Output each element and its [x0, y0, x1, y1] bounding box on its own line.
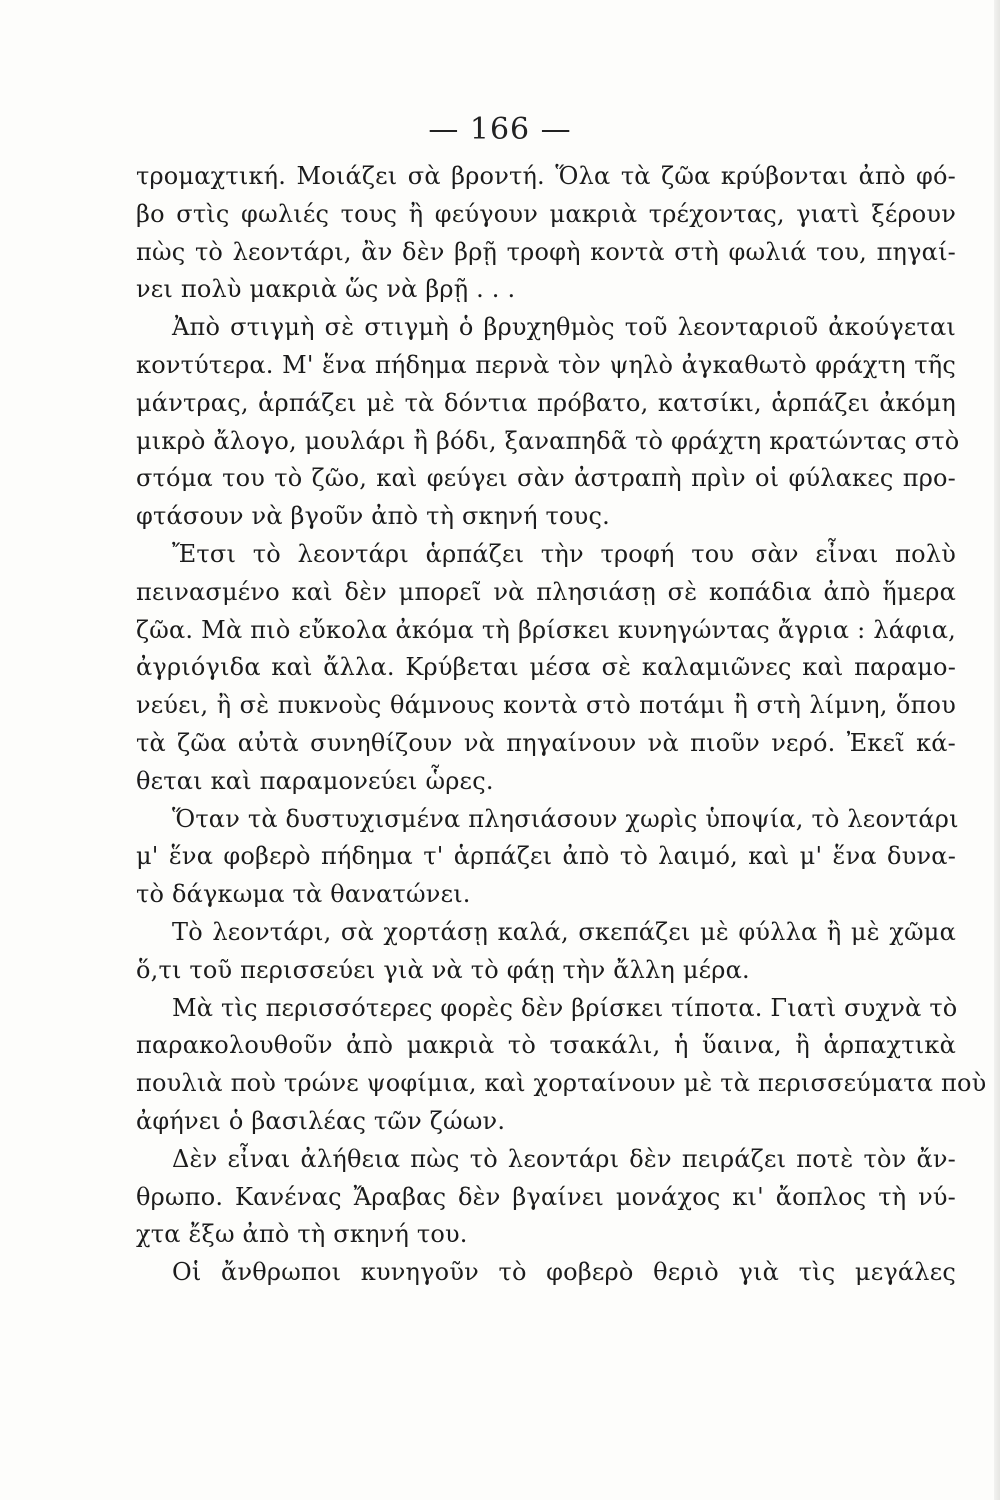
- text-line: νεύει, ἢ σὲ πυκνοὺς θάμνους κοντὰ στὸ ποτάμι ἢ στὴ λίμνη, ὅπου: [136, 691, 956, 720]
- text-line: μ' ἕνα φοβερὸ πήδημα τ' ἁρπάζει ἀπὸ τὸ λαιμό, καὶ μ' ἕνα δυνα-: [136, 842, 956, 871]
- body-text: [136, 158, 987, 1292]
- text-line: κοντύτερα. Μ' ἕνα πήδημα περνὰ τὸν ψηλὸ ἀγκαθωτὸ φράχτη τῆς: [136, 350, 956, 379]
- text-line: βο στὶς φωλιές τους ἢ φεύγουν μακριὰ τρέχοντας, γιατὶ ξέρουν: [136, 199, 956, 228]
- text-line: μάντρας, ἁρπάζει μὲ τὰ δόντια πρόβατο, κατσίκι, ἁρπάζει ἀκόμη: [136, 388, 956, 417]
- text-line: παρακολουθοῦν ἀπὸ μακριὰ τὸ τσακάλι, ἡ ὕαινα, ἢ ἁρπαχτικὰ: [136, 1031, 956, 1060]
- text-line: θρωπο. Κανένας Ἄραβας δὲν βγαίνει μονάχος κι' ἄοπλος τὴ νύ-: [136, 1182, 956, 1211]
- text-line: ἀγριόγιδα καὶ ἄλλα. Κρύβεται μέσα σὲ καλαμιῶνες καὶ παραμο-: [136, 653, 956, 682]
- text-line: τὰ ζῶα αὐτὰ συνηθίζουν νὰ πηγαίνουν νὰ πιοῦν νερό. Ἐκεῖ κά-: [136, 728, 956, 757]
- paragraph-start-line: Ὅταν τὰ δυστυχισμένα πλησιάσουν χωρὶς ὑποψία, τὸ λεοντάρι: [172, 804, 959, 833]
- text-line: πεινασμένο καὶ δὲν μπορεῖ νὰ πλησιάσῃ σὲ κοπάδια ἀπὸ ἥμερα: [136, 577, 956, 606]
- text-line: φτάσουν νὰ βγοῦν ἀπὸ τὴ σκηνή τους.: [136, 502, 610, 531]
- paragraph-start-line: Ἔτσι τὸ λεοντάρι ἁρπάζει τὴν τροφή του σὰν εἶναι πολὺ: [172, 539, 956, 568]
- text-line: μικρὸ ἄλογο, μουλάρι ἢ βόδι, ξαναπηδᾶ τὸ φράχτη κρατώντας στὸ: [136, 426, 960, 455]
- paragraph-start-line: Οἱ ἄνθρωποι κυνηγοῦν τὸ φοβερὸ θεριὸ γιὰ τὶς μεγάλες: [172, 1258, 956, 1287]
- text-line: ἀφήνει ὁ βασιλέας τῶν ζώων.: [136, 1106, 506, 1135]
- text-line: ὅ,τι τοῦ περισσεύει γιὰ νὰ τὸ φάῃ τὴν ἄλλη μέρα.: [136, 955, 750, 984]
- text-line: θεται καὶ παραμονεύει ὧρες.: [136, 766, 494, 795]
- paragraph-start-line: Μὰ τὶς περισσότερες φορὲς δὲν βρίσκει τίποτα. Γιατὶ συχνὰ τὸ: [172, 993, 958, 1022]
- text-line: τρομαχτική. Μοιάζει σὰ βροντή. Ὅλα τὰ ζῶα κρύβονται ἀπὸ φό-: [136, 162, 956, 190]
- text-line: νει πολὺ μακριὰ ὥς νὰ βρῇ . . .: [136, 275, 516, 304]
- paragraph-start-line: Ἀπὸ στιγμὴ σὲ στιγμὴ ὁ βρυχηθμὸς τοῦ λεονταριοῦ ἀκούγεται: [172, 313, 956, 342]
- text-line: πὼς τὸ λεοντάρι, ἂν δὲν βρῇ τροφὴ κοντὰ στὴ φωλιά του, πηγαί-: [136, 237, 956, 266]
- text-line: πουλιὰ ποὺ τρώνε ψοφίμια, καὶ χορταίνουν μὲ τὰ περισσεύματα ποὺ: [136, 1069, 987, 1098]
- paragraph-start-line: Δὲν εἶναι ἀλήθεια πὼς τὸ λεοντάρι δὲν πειράζει ποτὲ τὸν ἄν-: [172, 1144, 956, 1173]
- page-number: — 166 —: [428, 112, 572, 147]
- scan-edge-shadow: [994, 0, 1000, 1500]
- text-line: ζῶα. Μὰ πιὸ εὔκολα ἀκόμα τὴ βρίσκει κυνηγώντας ἄγρια : λάφια,: [136, 615, 956, 644]
- text-line: στόμα του τὸ ζῶο, καὶ φεύγει σὰν ἀστραπὴ πρὶν οἱ φύλακες προ-: [136, 464, 956, 493]
- text-line: τὸ δάγκωμα τὰ θανατώνει.: [136, 880, 471, 909]
- paragraph-start-line: Τὸ λεοντάρι, σὰ χορτάσῃ καλά, σκεπάζει μὲ φύλλα ἢ μὲ χῶμα: [172, 917, 956, 946]
- text-line: χτα ἔξω ἀπὸ τὴ σκηνή του.: [136, 1220, 468, 1249]
